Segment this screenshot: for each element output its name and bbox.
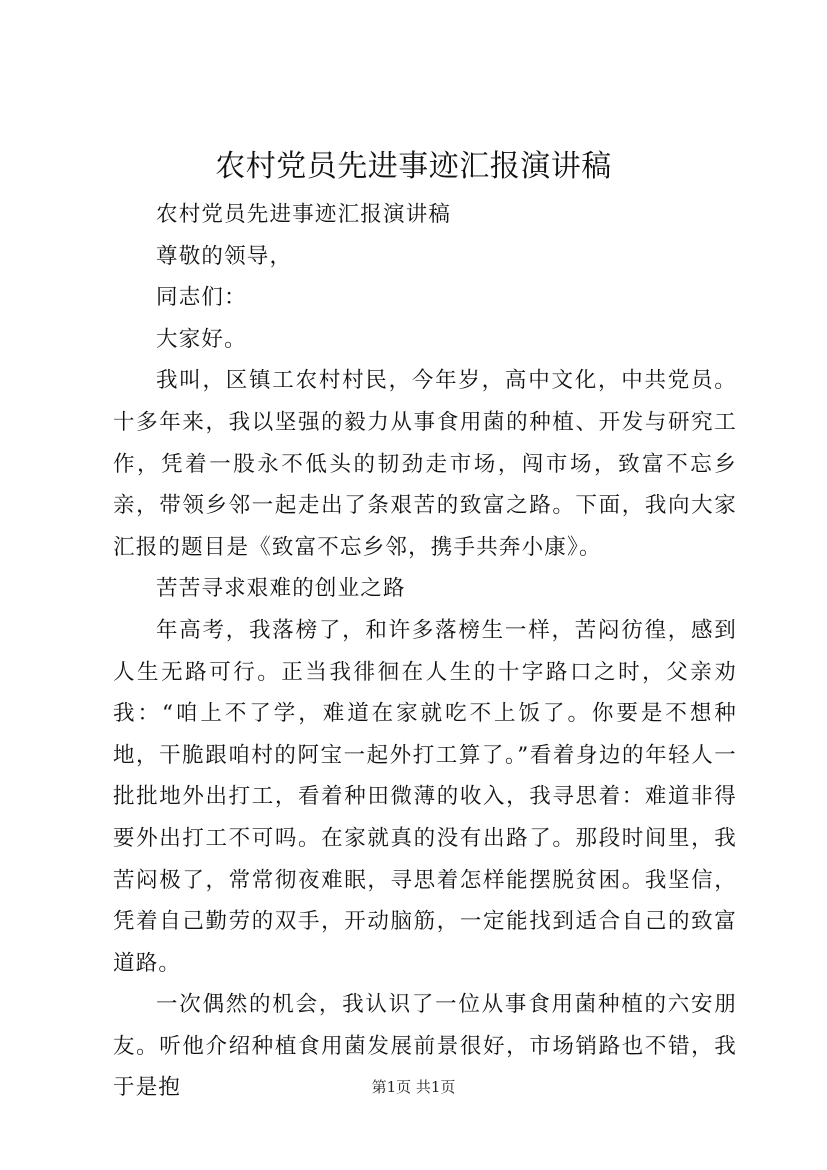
paragraph-introduction: 我叫，区镇工农村村民，今年岁，高中文化，中共党员。十多年来，我以坚强的毅力从事食用菌的种植、开发与研究工作，凭着一股永不低头的韧劲走市场，闯市场，致富不忘乡亲，带领乡邻一起走出了条艰苦的致富之路。下面，我向大家汇报的题目是《致富不忘乡邻，携手共奔小康》。: [113, 368, 737, 560]
paragraph-greeting-comrades: 同志们：: [156, 285, 247, 311]
document-title: 农村党员先进事迹汇报演讲稿: [215, 149, 612, 184]
paragraph-subtitle: 农村党员先进事迹汇报演讲稿: [156, 202, 452, 227]
document-body: [113, 194, 737, 1109]
paragraph-salutation: 尊敬的领导，: [156, 243, 293, 269]
paragraph-opportunity: 一次偶然的机会，我认识了一位从事食用菌种植的六安朋友。听他介绍种植食用菌发展前景很好，市场销路也不错，我于是抱: [113, 992, 737, 1101]
section-heading: 苦苦寻求艰难的创业之路: [156, 576, 406, 602]
paragraph-greeting-hello: 大家好。: [156, 326, 247, 352]
paragraph-story: 年高考，我落榜了，和许多落榜生一样，苦闷彷徨，感到人生无路可行。正当我徘徊在人生的十字路口之时，父亲劝我：“咱上不了学，难道在家就吃不上饭了。你要是不想种地，干脆跟咱村的阿宝一起外打工算了。”看着身边的年轻人一批批地外出打工，看着种田微薄的收入，我寻思着：难道非得要外出打工不可吗。在家就真的没有出路了。那段时间里，我苦闷极了，常常彻夜难眠，寻思着怎样能摆脱贫困。我坚信，凭着自己勤劳的双手，开动脑筋，一定能找到适合自己的致富道路。: [113, 617, 737, 976]
page-number-footer: 第1页 共1页: [371, 1078, 456, 1096]
